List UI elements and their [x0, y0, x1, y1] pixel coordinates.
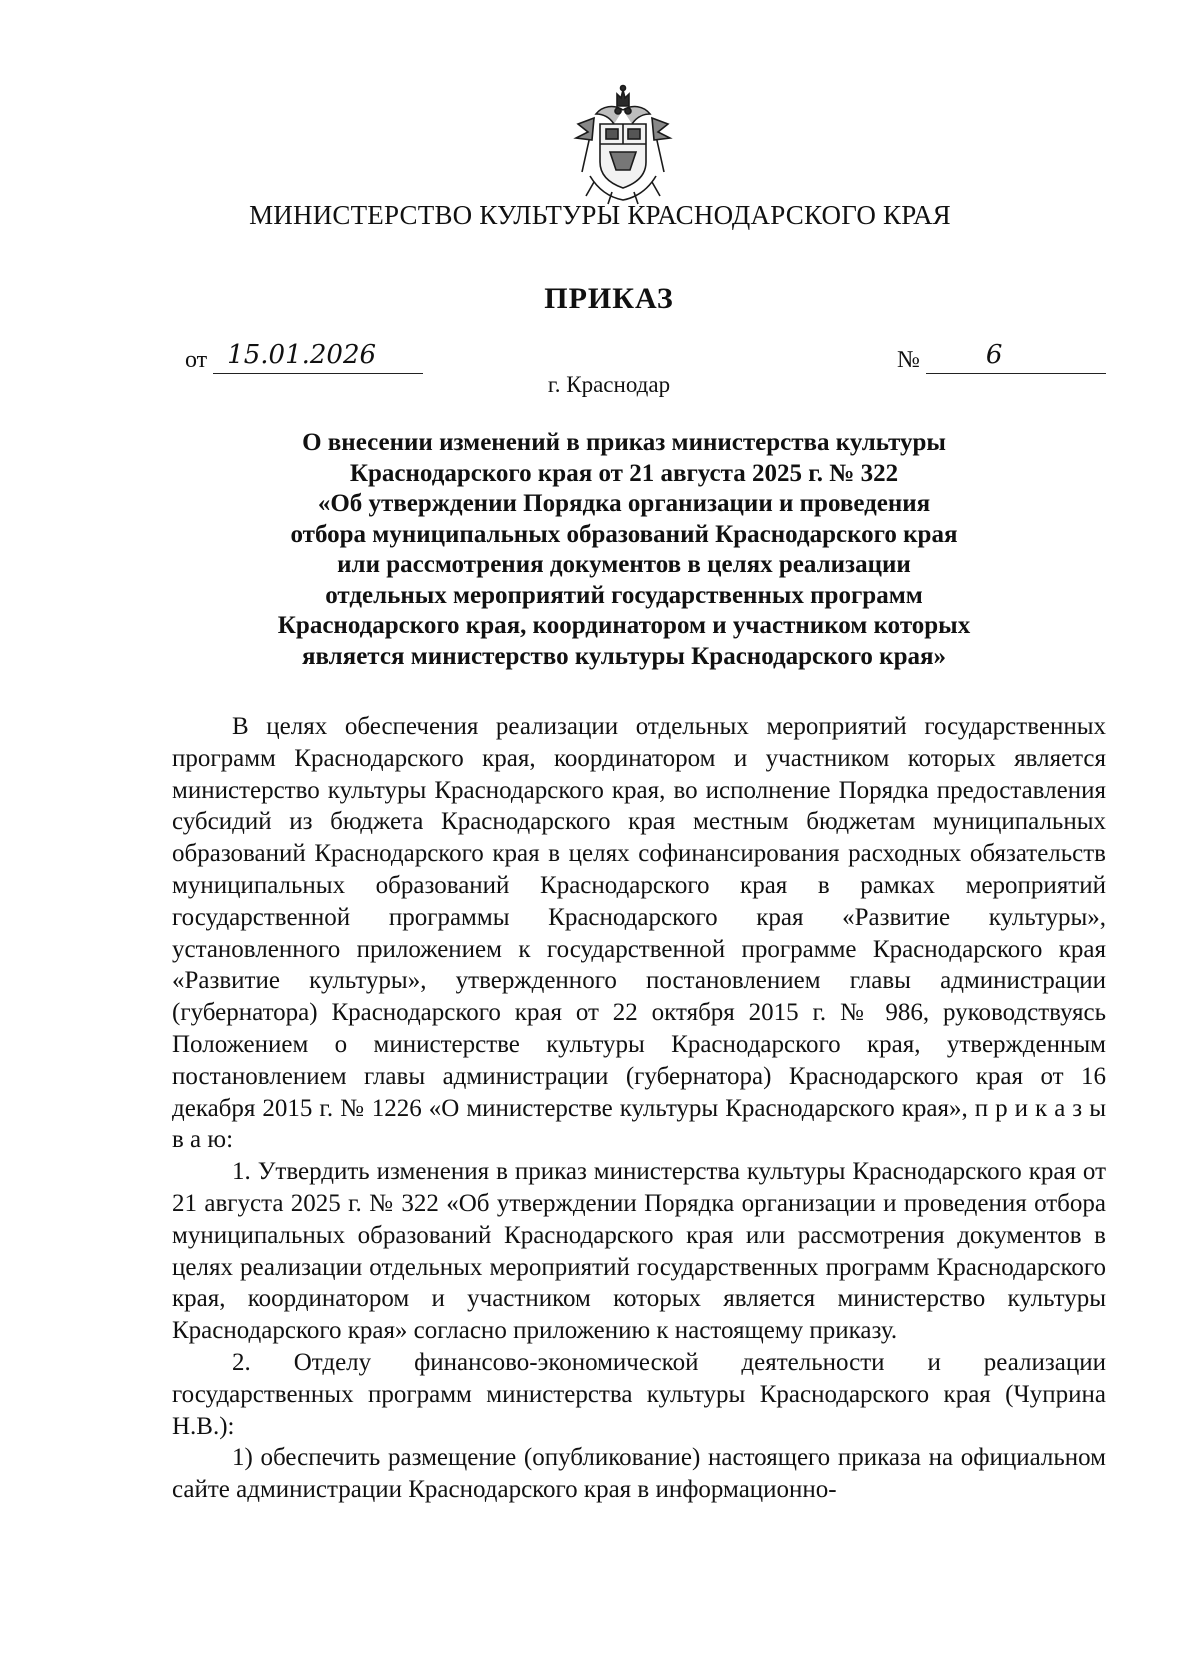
subject-line: Краснодарского края, координатором и участником которых [277, 612, 971, 639]
subject-line: «Об утверждении Порядка организации и проведения [317, 490, 931, 517]
order-body [172, 711, 1106, 1506]
item-1-paragraph: 1. Утвердить изменения в приказ министерства культуры Краснодарского края от 21 августа 2025 г. № 322 «Об утверждении Порядка организации и проведения отбора муниципальных образований Краснодарского края или рассмотрения документов в целях реализации отдельных мероприятий государственных программ Краснодарского края, координатором и участником которых является министерство культуры Краснодарского края» согласно приложению к настоящему приказу. [172, 1158, 1106, 1345]
document-type-title: ПРИКАЗ [544, 282, 674, 315]
item-2-1-paragraph: 1) обеспечить размещение (опубликование) настоящего приказа на официальном сайте администрации Краснодарского края в информационно- [172, 1444, 1106, 1504]
subject-line: Краснодарского края от 21 августа 2025 г. № 322 [349, 459, 899, 487]
handwritten-date: 15.01.2026 [213, 340, 423, 374]
coat-of-arms-emblem [572, 84, 674, 206]
number-prefix: № [897, 347, 920, 373]
handwritten-number: 6 [926, 340, 1106, 374]
preamble-paragraph: В целях обеспечения реализации отдельных мероприятий государственных программ Краснодарского края, координатором и участником которых является министерство культуры Краснодарского края, во исполнение Порядка предоставления субсидий из бюджета Краснодарского края местным бюджетам муниципальных образований Краснодарского края в целях софинансирования расходных обязательств муниципальных образований Краснодарского края в рамках мероприятий государственной программы Краснодарского края «Развитие культуры», установленного приложением к государственной программе Краснодарского края «Развитие культуры», утвержденного постановлением главы администрации (губернатора) Краснодарского края от 22 октября 2015 г. № 986, руководствуясь Положением о министерстве культуры Краснодарского края, утвержденным постановлением главы администрации (губернатора) Краснодарского края от 16 декабря 2015 г. № 1226 «О министерстве культуры Краснодарского края», п р и к а з ы в а ю: [172, 713, 1106, 1154]
ministry-name: МИНИСТЕРСТВО КУЛЬТУРЫ КРАСНОДАРСКОГО КРАЯ [249, 200, 951, 230]
order-subject [238, 428, 1010, 672]
subject-line: или рассмотрения документов в целях реализации [337, 551, 911, 578]
item-2-paragraph: 2. Отделу финансово-экономической деятельности и реализации государственных программ министерства культуры Краснодарского края (Чуприна Н.В.): [172, 1348, 1106, 1440]
subject-line: отбора муниципальных образований Краснодарского края [290, 520, 958, 548]
subject-line: О внесении изменений в приказ министерства культуры [302, 429, 946, 456]
order-date [185, 340, 423, 374]
city-line: г. Краснодар [547, 372, 671, 397]
order-number [897, 340, 1106, 374]
date-prefix: от [185, 347, 208, 373]
subject-line: отдельных мероприятий государственных программ [325, 581, 923, 609]
subject-line: является министерство культуры Краснодарского края» [301, 642, 947, 670]
